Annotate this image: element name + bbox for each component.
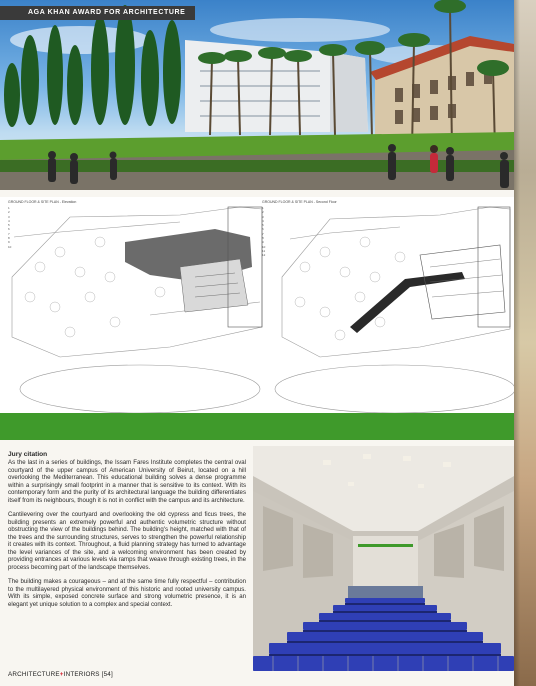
auditorium-photo	[253, 446, 514, 671]
legend-item: 8	[8, 236, 10, 241]
floor-plans	[0, 197, 514, 413]
right-plan-legend	[262, 206, 265, 258]
adjacent-page-edge	[514, 0, 536, 686]
legend-item: 8	[262, 236, 264, 241]
legend-item: 4	[8, 218, 10, 223]
legend-item: 10	[8, 244, 12, 249]
legend-item: 11	[262, 248, 266, 253]
article-heading: Jury citation	[8, 451, 48, 458]
left-plan-legend	[8, 206, 11, 249]
right-plan-title: GROUND FLOOR & SITE PLAN - Second Floor	[262, 200, 337, 204]
article-text	[8, 451, 246, 615]
legend-item: 1	[262, 206, 264, 210]
legend-item: 7	[8, 231, 10, 236]
legend-item: 9	[262, 240, 264, 245]
left-plan-title: GROUND FLOOR & SITE PLAN - Elevation	[8, 200, 77, 204]
legend-item: 3	[262, 214, 264, 219]
legend-item: 1	[8, 206, 10, 210]
floor-plan-drawings	[0, 197, 514, 413]
article-paragraph-2: Cantilevering over the courtyard and overlooking the old cypress and ficus trees, the building presents an extremely powerful and authentic volumetric structure without obstructing the view of the buildings behind. The building's height, matched with that of the trees and the surrounding structures, serves to strengthen the powerful relationship it creates with its context. Throughout, a fluid planning strategy has turned to advantage the level variances of the site, and a welcoming environment has been created by providing entrances at various levels via ramps that weave through existing trees, in the process becoming part of the landscape themselves.	[8, 511, 246, 571]
campus-photo	[0, 0, 514, 190]
auditorium-photo-illustration	[253, 446, 514, 671]
legend-item: 5	[262, 223, 264, 228]
legend-item: 6	[8, 227, 10, 232]
article-paragraph-1: As the last in a series of buildings, the Issam Fares Institute completes the central oval courtyard of the upper campus of American University of Beirut, located on a hill overlooking the Mediterranean. This educational building solves a dense programme within a surprisingly small footprint in a manner that is sensitive to its context. With its contemporary form and the purity of its architectural language the building differentiates itself from its neighbours, though it is not in conflict with the campus and its architecture.	[8, 459, 246, 504]
page-footer	[8, 671, 113, 678]
footer-plus: +	[59, 671, 64, 678]
green-divider-band	[0, 413, 514, 440]
legend-item: 7	[262, 231, 264, 236]
legend-item: 10	[262, 244, 266, 249]
brand-label: AGA KHAN AWARD FOR ARCHITECTURE	[0, 6, 195, 20]
legend-item: 2	[262, 210, 264, 215]
legend-item: 4	[262, 218, 264, 223]
legend-item: 3	[8, 214, 10, 219]
article-paragraph-3: The building makes a courageous – and at the same time fully respectful – contribution to the multilayered physical environment of this historic and rooted university campus. With its simple, exposed concrete surface and strong volumetric presence, it is an elegant yet unique solution to a complex and special context.	[8, 578, 246, 608]
legend-item: 9	[8, 240, 10, 245]
footer-page-number: INTERIORS [54]	[63, 671, 113, 678]
legend-item: 2	[8, 210, 10, 215]
legend-item: 6	[262, 227, 264, 232]
legend-item: 12	[262, 253, 266, 258]
footer-magazine-name: ARCHITECTURE	[8, 671, 60, 678]
legend-item: 5	[8, 223, 10, 228]
campus-photo-illustration	[0, 0, 514, 190]
